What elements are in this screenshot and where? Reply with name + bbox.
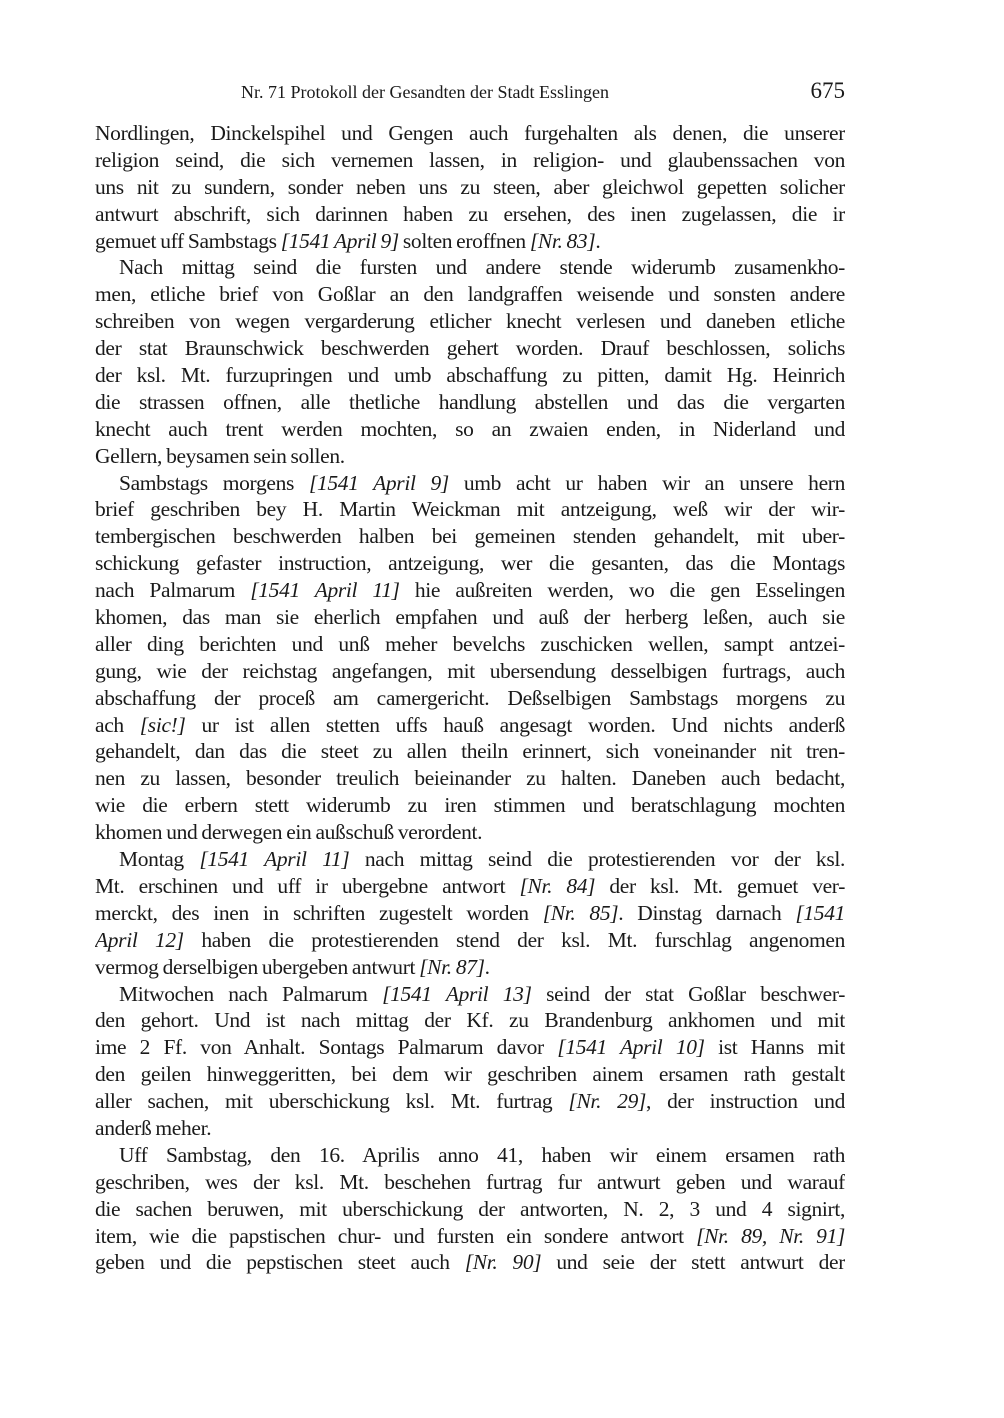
text-segment: brief geschriben bey H. Martin Weickman mit antzeigung, weß wir der wir- <box>95 497 845 522</box>
text-segment: geben und die pepstischen steet auch <box>95 1250 465 1275</box>
paragraph <box>95 120 845 254</box>
text-segment: Uff Sambstag, den 16. Aprilis anno 41, haben wir einem ersamen rath <box>119 1142 845 1167</box>
text-segment: solten eroffnen <box>398 228 530 253</box>
text-segment: wie die erbern stett widerumb zu iren stimmen und beratschlagung mochten <box>95 793 845 818</box>
paragraph <box>95 846 845 980</box>
text-segment: Mt. erschinen und uff ir ubergebne antwort <box>95 873 520 898</box>
editorial-annotation: [1541 April 11] <box>250 578 400 603</box>
text-line <box>95 1223 845 1250</box>
text-segment: ur ist allen stetten uffs hauß angesagt worden. Und nichts anderß <box>185 712 845 737</box>
text-segment: antwurt abschrift, sich darinnen haben zu ersehen, des inen zugelassen, die ir <box>95 201 845 226</box>
text-segment: gehandelt, dan das die steet zu allen theiln erinnert, sich voneinander nit tren- <box>95 739 845 764</box>
text-line <box>95 281 845 308</box>
text-line <box>95 604 845 631</box>
text-line <box>95 335 845 362</box>
text-line <box>95 228 845 255</box>
text-segment: nach Palmarum <box>95 578 251 603</box>
text-line <box>95 416 845 443</box>
editorial-annotation: [1541 April 10] <box>557 1035 705 1060</box>
editorial-annotation: [1541 April 9] <box>308 470 449 495</box>
text-line <box>95 1169 845 1196</box>
text-line <box>95 308 845 335</box>
editorial-annotation: [Nr. 87] <box>419 954 485 979</box>
text-segment: den geilen hinweggeritten, bei dem wir geschriben ainem ersamen rath gestalt <box>95 1062 845 1087</box>
text-line <box>95 496 845 523</box>
text-segment: schickung gefaster instruction, antzeigung, wer die gesanten, das die Montags <box>95 551 845 576</box>
text-line <box>95 954 845 981</box>
editorial-annotation: [1541 April 11] <box>199 847 350 872</box>
text-segment: abschaffung der proceß am camergericht. Deßselbigen Sambstags morgens zu <box>95 685 845 710</box>
text-segment: ach <box>95 712 140 737</box>
text-line <box>95 254 845 281</box>
text-line <box>95 792 845 819</box>
text-line <box>95 873 845 900</box>
text-segment: die sachen beruwen, mit uberschickung der antworten, N. 2, 3 und 4 signirt, <box>95 1196 845 1221</box>
text-segment: vermog derselbigen ubergeben antwurt <box>95 954 420 979</box>
text-segment: uns nit zu sundern, sonder neben uns zu steen, aber gleichwol gepetten solicher <box>95 174 845 199</box>
text-segment: haben die protestierenden stend der ksl. Mt. furschlag angenomen <box>183 927 845 952</box>
text-segment: nach mittag seind die protestierenden vor der ksl. <box>349 847 845 872</box>
text-segment: knecht auch trent werden mochten, so an zwaien enden, in Niderland und <box>95 416 845 441</box>
text-line <box>95 174 845 201</box>
text-line <box>95 362 845 389</box>
text-line <box>95 470 845 497</box>
editorial-annotation: [1541 <box>795 900 845 925</box>
text-segment: Nach mittag seind die fursten und andere stende widerumb zusamenkho- <box>119 255 845 280</box>
editorial-annotation: [Nr. 85] <box>542 900 619 925</box>
text-line <box>95 1088 845 1115</box>
text-segment: Gellern, beysamen sein sollen. <box>95 443 345 468</box>
text-segment: der ksl. Mt. furzupringen und umb abschaffung zu pitten, damit Hg. Heinrich <box>95 363 845 388</box>
text-segment: seind der stat Goßlar beschwer- <box>531 981 845 1006</box>
text-segment: . <box>595 228 601 253</box>
editorial-annotation: April 12] <box>95 927 184 952</box>
text-segment: Montag <box>119 847 200 872</box>
editorial-annotation: [1541 April 9] <box>280 228 399 253</box>
text-segment: Nordlingen, Dinckelspihel und Gengen auch furgehalten als denen, die unserer <box>95 121 845 145</box>
text-segment: ime 2 Ff. von Anhalt. Sontags Palmarum davor <box>95 1035 558 1060</box>
paragraph <box>95 1142 845 1276</box>
text-line <box>95 201 845 228</box>
text-line <box>95 631 845 658</box>
text-line <box>95 927 845 954</box>
text-segment: men, etliche brief von Goßlar an den landgraffen weisende und sonsten andere <box>95 282 845 307</box>
text-segment: umb acht ur haben wir an unsere hern <box>448 470 845 495</box>
text-segment: den gehort. Und ist nach mittag der Kf. zu Brandenburg ankhomen und mit <box>95 1008 845 1033</box>
text-line <box>95 981 845 1008</box>
text-line <box>95 147 845 174</box>
text-line <box>95 523 845 550</box>
editorial-annotation: [Nr. 83] <box>529 228 596 253</box>
text-segment: . Dinstag darnach <box>618 900 796 925</box>
editorial-annotation: [Nr. 90] <box>464 1250 542 1275</box>
text-segment: nen zu lassen, besonder treulich beieinander zu halten. Daneben auch bedacht, <box>95 766 845 791</box>
text-line <box>95 1142 845 1169</box>
editorial-annotation: [sic!] <box>139 712 186 737</box>
text-segment: gung, wie der reichstag angefangen, mit ubersendung desselbigen furtrags, auch <box>95 658 845 683</box>
text-line <box>95 443 845 470</box>
text-line <box>95 550 845 577</box>
page-header <box>95 80 845 108</box>
text-segment: der stat Braunschwick beschwerden gehert worden. Drauf beschlossen, solichs <box>95 336 845 361</box>
text-segment: geschriben, wes der ksl. Mt. beschehen furtrag fur antwurt geben und warauf <box>95 1169 845 1194</box>
text-line <box>95 685 845 712</box>
paragraph <box>95 470 845 846</box>
text-line <box>95 1034 845 1061</box>
paragraph <box>95 254 845 469</box>
editorial-annotation: [1541 April 13] <box>382 981 532 1006</box>
text-segment: ist Hanns mit <box>704 1035 845 1060</box>
text-segment: religion seind, die sich vernemen lassen, in religion- und glaubenssachen von <box>95 147 845 172</box>
text-line <box>95 658 845 685</box>
text-line <box>95 819 845 846</box>
text-segment: , der instruction und <box>646 1089 845 1114</box>
text-line <box>95 900 845 927</box>
text-segment: aller sachen, mit uberschickung ksl. Mt. furtrag <box>95 1089 569 1114</box>
text-segment: item, wie die papstischen chur- und fursten ein sondere antwort <box>95 1223 697 1248</box>
text-segment: Mitwochen nach Palmarum <box>119 981 383 1006</box>
text-line <box>95 389 845 416</box>
text-line <box>95 765 845 792</box>
text-segment: Sambstags morgens <box>119 470 309 495</box>
text-line <box>95 1061 845 1088</box>
editorial-annotation: [Nr. 29] <box>568 1089 646 1114</box>
body-text <box>95 120 845 1276</box>
text-segment: die strassen offnen, alle thetliche handlung abstellen und das die vergarten <box>95 389 845 414</box>
text-line <box>95 577 845 604</box>
paragraph <box>95 981 845 1142</box>
text-line <box>95 120 845 147</box>
text-segment: khomen und derwegen ein außschuß verordent. <box>95 820 483 845</box>
text-segment: khomen, das man sie eherlich empfahen und auß der herberg leßen, auch sie <box>95 605 845 630</box>
text-segment: schreiben von wegen vergarderung etlicher knecht verlesen und daneben etliche <box>95 309 845 334</box>
text-segment: . <box>484 954 490 979</box>
text-line <box>95 1249 845 1276</box>
text-line <box>95 738 845 765</box>
text-segment: gemuet uff Sambstags <box>95 228 281 253</box>
editorial-annotation: [Nr. 89, Nr. 91] <box>696 1223 845 1248</box>
text-line <box>95 1196 845 1223</box>
text-segment: aller ding berichten und unß meher bevelchs zuschicken wellen, sampt antzei- <box>95 631 845 656</box>
editorial-annotation: [Nr. 84] <box>519 873 596 898</box>
page-number: 675 <box>810 78 845 103</box>
text-segment: hie außreiten werden, wo die gen Esselingen <box>399 578 845 603</box>
text-line <box>95 1115 845 1142</box>
text-segment: tembergischen beschwerden halben bei gemeinen stenden gehandelt, mit uber- <box>95 524 845 549</box>
running-title: Nr. 71 Protokoll der Gesandten der Stadt Esslingen <box>241 82 609 102</box>
text-segment: anderß meher. <box>95 1115 212 1140</box>
text-segment: und seie der stett antwurt der <box>541 1250 845 1275</box>
text-segment: der ksl. Mt. gemuet ver- <box>595 873 845 898</box>
text-line <box>95 1007 845 1034</box>
text-line <box>95 712 845 739</box>
text-line <box>95 846 845 873</box>
text-segment: merckt, des inen in schriften zugestelt worden <box>95 900 543 925</box>
